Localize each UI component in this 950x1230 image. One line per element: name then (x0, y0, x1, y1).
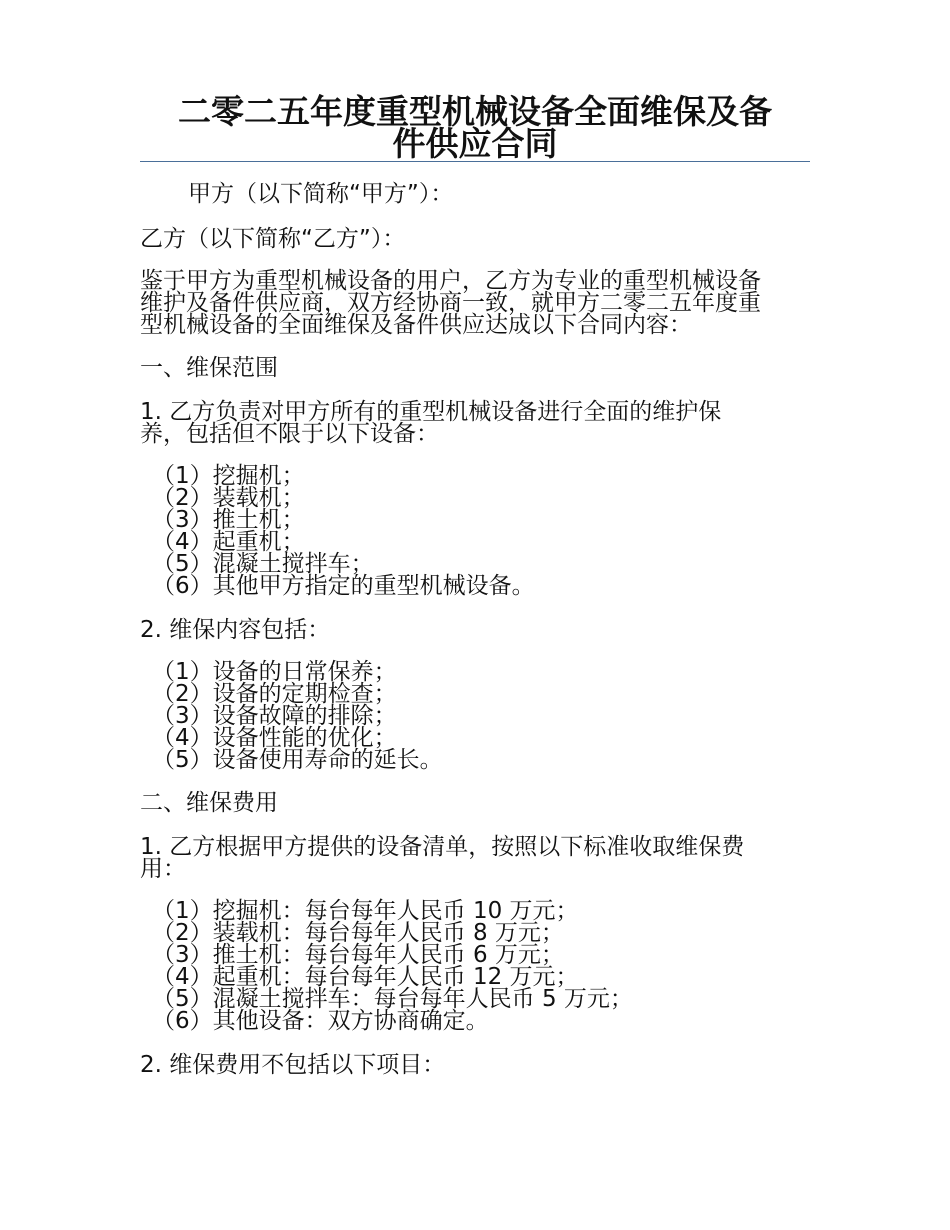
clause-line: 养，包括但不限于以下设备： (140, 421, 439, 447)
title-line-2: 件供应合同 (392, 124, 558, 163)
list-item: （1）挖掘机； (152, 463, 305, 489)
list-item: （4）起重机：每台每年人民币 12 万元； (152, 964, 579, 990)
preamble-line: 鉴于甲方为重型机械设备的用户，乙方为专业的重型机械设备 (140, 268, 761, 294)
title-underline (140, 161, 810, 162)
list-item: （4）起重机； (152, 529, 305, 555)
equipment-list (152, 465, 812, 597)
list-item: （5）混凝土搅拌车； (152, 551, 374, 577)
list-item: （3）推土机：每台每年人民币 6 万元； (152, 942, 564, 968)
party-b-line: 乙方（以下简称“乙方”）： (140, 226, 406, 252)
clause-line: 1. 乙方根据甲方提供的设备清单，按照以下标准收取维保费 (140, 834, 745, 860)
list-item: （2）设备的定期检查； (152, 681, 397, 707)
fees-clause-2: 2. 维保费用不包括以下项目： (140, 1052, 446, 1078)
list-item: （4）设备性能的优化； (152, 725, 397, 751)
list-item: （2）装载机：每台每年人民币 8 万元； (152, 920, 564, 946)
preamble-line: 维护及备件供应商，双方经协商一致，就甲方二零二五年度重 (140, 290, 761, 316)
title-line-1: 二零二五年度重型机械设备全面维保及备 (178, 92, 772, 131)
fees-clause-1 (140, 836, 812, 880)
clause-line: 1. 乙方负责对甲方所有的重型机械设备进行全面的维护保 (140, 399, 722, 425)
list-item: （6）其他设备：双方协商确定。 (152, 1008, 489, 1034)
list-item: （6）其他甲方指定的重型机械设备。 (152, 573, 535, 599)
section-heading-fees: 二、维保费用 (140, 790, 278, 816)
list-item: （3）设备故障的排除； (152, 703, 397, 729)
section-heading-scope: 一、维保范围 (140, 355, 278, 381)
list-item: （5）设备使用寿命的延长。 (152, 747, 443, 773)
contract-title (140, 92, 810, 163)
fee-list (152, 900, 812, 1032)
preamble-line: 型机械设备的全面维保及备件供应达成以下合同内容： (140, 312, 692, 338)
preamble-paragraph (140, 270, 812, 336)
clause-line: 用： (140, 856, 186, 882)
list-item: （3）推土机； (152, 507, 305, 533)
list-item: （1）设备的日常保养； (152, 659, 397, 685)
list-item: （2）装载机； (152, 485, 305, 511)
list-item: （5）混凝土搅拌车：每台每年人民币 5 万元； (152, 986, 633, 1012)
list-item: （1）挖掘机：每台每年人民币 10 万元； (152, 898, 579, 924)
scope-clause-1 (140, 401, 812, 445)
maintenance-contents-list (152, 661, 812, 771)
party-a-line: 甲方（以下简称“甲方”）： (188, 181, 454, 207)
scope-clause-2: 2. 维保内容包括： (140, 617, 331, 643)
